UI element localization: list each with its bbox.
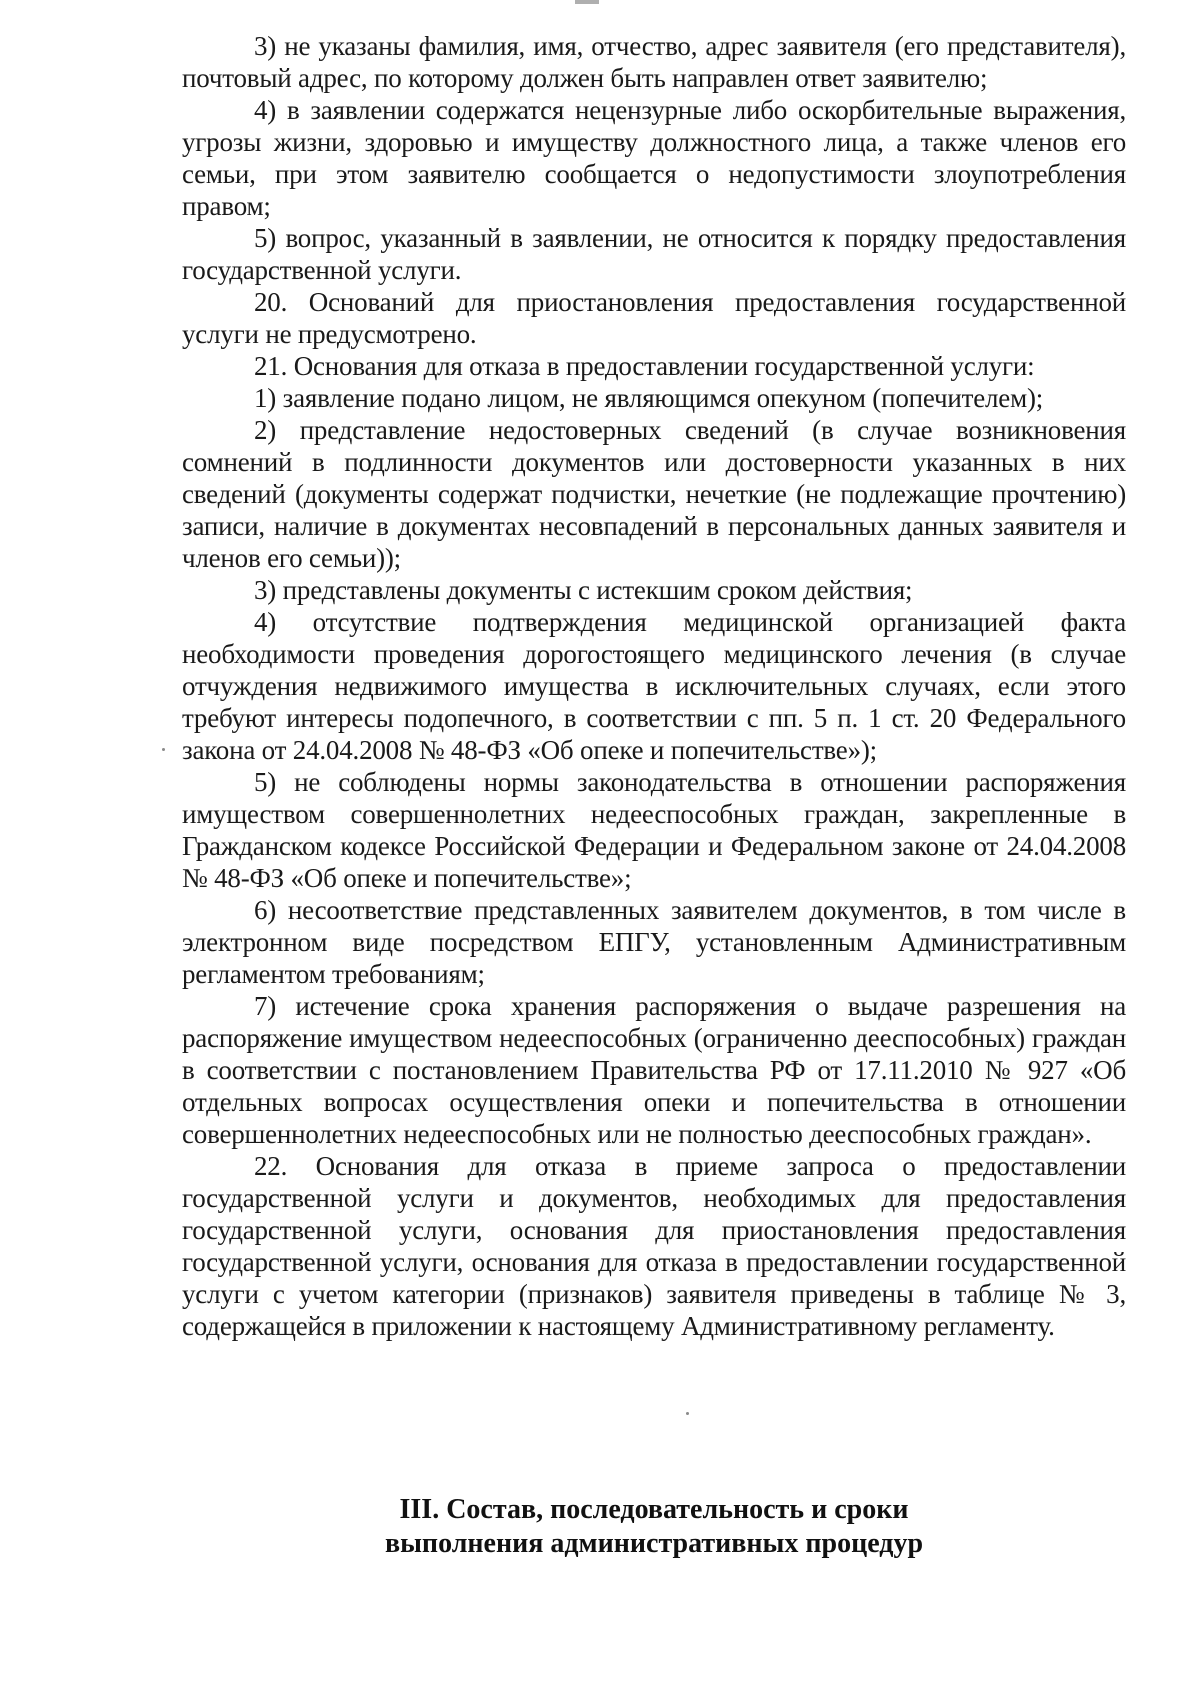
paragraph-clause-21: 21. Основания для отказа в предоставлении государственной услуги:	[254, 351, 1035, 381]
paragraph-refusal-3: 3) представлены документы с истекшим сроком действия;	[254, 575, 913, 605]
paragraph-refusal-2: 2) представление недостоверных сведений (в случае возникновения сомнений в подлинности документов или достоверности указанных в них сведений (документы содержат подчистки, нечеткие (не подлежащие прочтению) записи, наличие в документах несовпадений в персональных данных заявителя и членов его семьи));	[182, 415, 1126, 573]
paragraph-refusal-1: 1) заявление подано лицом, не являющимся опекуном (попечителем);	[254, 383, 1044, 413]
paragraph-refusal-6: 6) несоответствие представленных заявителем документов, в том числе в электронном виде посредством ЕПГУ, установленным Административным регламентом требованиям;	[182, 895, 1126, 989]
section-heading	[182, 1493, 1126, 1561]
page-top-mark	[575, 0, 599, 4]
paragraph-clause-22: 22. Основания для отказа в приеме запроса о предоставлении государственной услуги и документов, необходимых для предоставления государственной услуги, основания для приостановления предоставления государственной услуги, основания для отказа в предоставлении государственной услуги с учетом категории (признаков) заявителя приведены в таблице № 3, содержащейся в приложении к настоящему Административному регламенту.	[182, 1151, 1126, 1341]
scan-speck	[162, 748, 165, 751]
paragraph-refusal-5: 5) не соблюдены нормы законодательства в отношении распоряжения имуществом совершеннолетних недееспособных граждан, закрепленные в Гражданском кодексе Российской Федерации и Федеральном законе от 24.04.2008 № 48-ФЗ «Об опеке и попечительстве»;	[182, 767, 1126, 893]
section-heading-line-1: III. Состав, последовательность и сроки	[399, 1494, 909, 1525]
paragraph-refusal-4: 4) отсутствие подтверждения медицинской организацией факта необходимости проведения дорогостоящего медицинского лечения (в случае отчуждения недвижимого имущества в исключительных случаях, если этого требуют интересы подопечного, в соответствии с пп. 5 п. 1 ст. 20 Федерального закона от 24.04.2008 № 48-ФЗ «Об опеке и попечительстве»);	[182, 607, 1126, 765]
scan-speck	[686, 1412, 689, 1415]
paragraph-clause-20: 20. Оснований для приостановления предоставления государственной услуги не предусмотрено.	[182, 287, 1126, 349]
paragraph-item-5-unrelated-question: 5) вопрос, указанный в заявлении, не относится к порядку предоставления государственной услуги.	[182, 223, 1126, 285]
document-body	[182, 30, 1126, 1342]
paragraph-item-4-offensive-language: 4) в заявлении содержатся нецензурные либо оскорбительные выражения, угрозы жизни, здоровью и имуществу должностного лица, а также членов его семьи, при этом заявителю сообщается о недопустимости злоупотребления правом;	[182, 95, 1126, 221]
paragraph-refusal-7: 7) истечение срока хранения распоряжения о выдаче разрешения на распоряжение имуществом недееспособных (ограниченно дееспособных) граждан в соответствии с постановлением Правительства РФ от 17.11.2010 № 927 «Об отдельных вопросах осуществления опеки и попечительства в отношении совершеннолетних недееспособных или не полностью дееспособных граждан».	[182, 991, 1126, 1149]
paragraph-item-3-missing-name: 3) не указаны фамилия, имя, отчество, адрес заявителя (его представителя), почтовый адрес, по которому должен быть направлен ответ заявителю;	[182, 31, 1126, 93]
section-heading-line-2: выполнения административных процедур	[384, 1528, 924, 1559]
